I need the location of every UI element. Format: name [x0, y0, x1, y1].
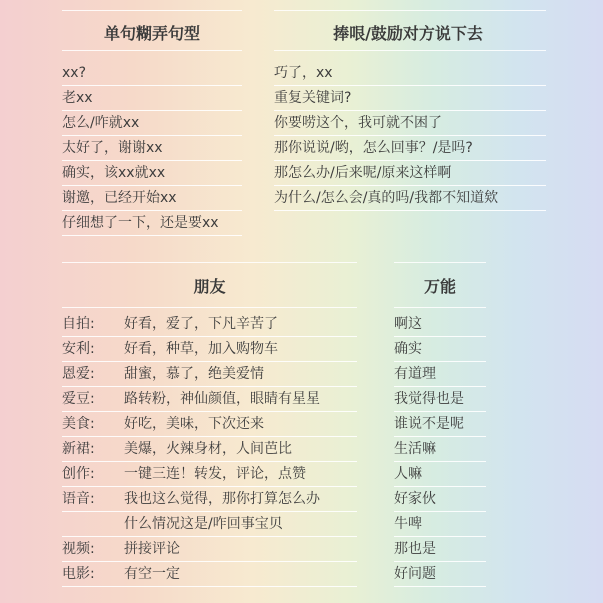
- universal-phrase: 有道理: [394, 362, 486, 387]
- single-phrase: 确实，该xx就xx: [62, 161, 242, 186]
- friends-row-label: 语音:: [62, 491, 95, 507]
- friends-row: [62, 387, 357, 412]
- single-phrase: 太好了，谢谢xx: [62, 136, 242, 161]
- friends-row-label: 创作:: [62, 466, 95, 482]
- friends-row-text: 路转粉，神仙颜值，眼睛有星星: [124, 391, 320, 407]
- hype-phrase: 巧了，xx: [274, 61, 546, 86]
- friends-row: [62, 412, 357, 437]
- friends-row-text: 一键三连！转发，评论，点赞: [124, 466, 306, 482]
- single-phrase: 老xx: [62, 86, 242, 111]
- universal-phrase: 好问题: [394, 562, 486, 587]
- section-single-top-rule: [62, 10, 242, 11]
- section-universal-title: 万能: [423, 277, 456, 296]
- hype-phrase: 那怎么办/后来呢/原来这样啊: [274, 161, 546, 186]
- friends-row-label: 自拍:: [62, 316, 95, 332]
- friends-row: [62, 562, 357, 587]
- universal-phrase: 牛啤: [394, 512, 486, 537]
- universal-phrase: 确实: [394, 337, 486, 362]
- universal-phrase: 我觉得也是: [394, 387, 486, 412]
- friends-row-label: 爱豆:: [62, 391, 95, 407]
- friends-row-text: 好吃，美味，下次还来: [124, 416, 264, 432]
- section-friends-title: 朋友: [193, 277, 226, 296]
- friends-row: [62, 312, 357, 337]
- hype-phrase: 你要唠这个，我可就不困了: [274, 111, 546, 136]
- universal-phrase: 人嘛: [394, 462, 486, 487]
- universal-phrase: 那也是: [394, 537, 486, 562]
- section-single-title-rule: [62, 50, 242, 51]
- section-hype-top-rule: [274, 10, 546, 11]
- single-phrase: 仔细想了一下，还是要xx: [62, 211, 242, 236]
- universal-phrase: 啊这: [394, 312, 486, 337]
- friends-row-text: 好看，爱了，下凡辛苦了: [124, 316, 278, 332]
- section-friends-title-rule: [62, 307, 357, 308]
- friends-row-label: 美食:: [62, 416, 95, 432]
- single-phrase: 怎么/咋就xx: [62, 111, 242, 136]
- friends-row: [62, 437, 357, 462]
- friends-row-text: 好看，种草，加入购物车: [124, 341, 278, 357]
- section-hype-title: 捧哏/鼓励对方说下去: [333, 24, 483, 43]
- friends-row-label: 新裙:: [62, 441, 95, 457]
- friends-row: [62, 362, 357, 387]
- single-phrase: 谢邀，已经开始xx: [62, 186, 242, 211]
- section-universal-top-rule: [394, 262, 486, 263]
- friends-row: [62, 337, 357, 362]
- friends-row-text: 拼接评论: [124, 541, 180, 557]
- friends-row-text: 什么情况这是/咋回事宝贝: [124, 516, 283, 532]
- hype-phrase: 重复关键词?: [274, 86, 546, 111]
- single-phrase: xx?: [62, 61, 242, 86]
- universal-phrase: 生活嘛: [394, 437, 486, 462]
- section-universal-title-rule: [394, 307, 486, 308]
- friends-row-text: 有空一定: [124, 566, 180, 582]
- friends-row-label: 视频:: [62, 541, 95, 557]
- hype-phrase: 那你说说/哟，怎么回事？/是吗?: [274, 136, 546, 161]
- section-hype-title-rule: [274, 50, 546, 51]
- friends-row: [62, 462, 357, 487]
- friends-row-label: 电影:: [62, 566, 95, 582]
- friends-row-text: 我也这么觉得，那你打算怎么办: [124, 491, 320, 507]
- friends-row-text: 甜蜜，慕了，绝美爱情: [124, 366, 264, 382]
- hype-phrase: 为什么/怎么会/真的吗/我都不知道欸: [274, 186, 546, 211]
- friends-row: [62, 537, 357, 562]
- section-friends-top-rule: [62, 262, 357, 263]
- universal-phrase: 谁说不是呢: [394, 412, 486, 437]
- universal-phrase: 好家伙: [394, 487, 486, 512]
- friends-row: [62, 487, 357, 512]
- friends-row: [62, 512, 357, 537]
- friends-row-label: 安利:: [62, 341, 95, 357]
- friends-row-label: 恩爱:: [62, 366, 95, 382]
- friends-row-text: 美爆，火辣身材，人间芭比: [124, 441, 292, 457]
- section-single-title: 单句糊弄句型: [103, 24, 200, 43]
